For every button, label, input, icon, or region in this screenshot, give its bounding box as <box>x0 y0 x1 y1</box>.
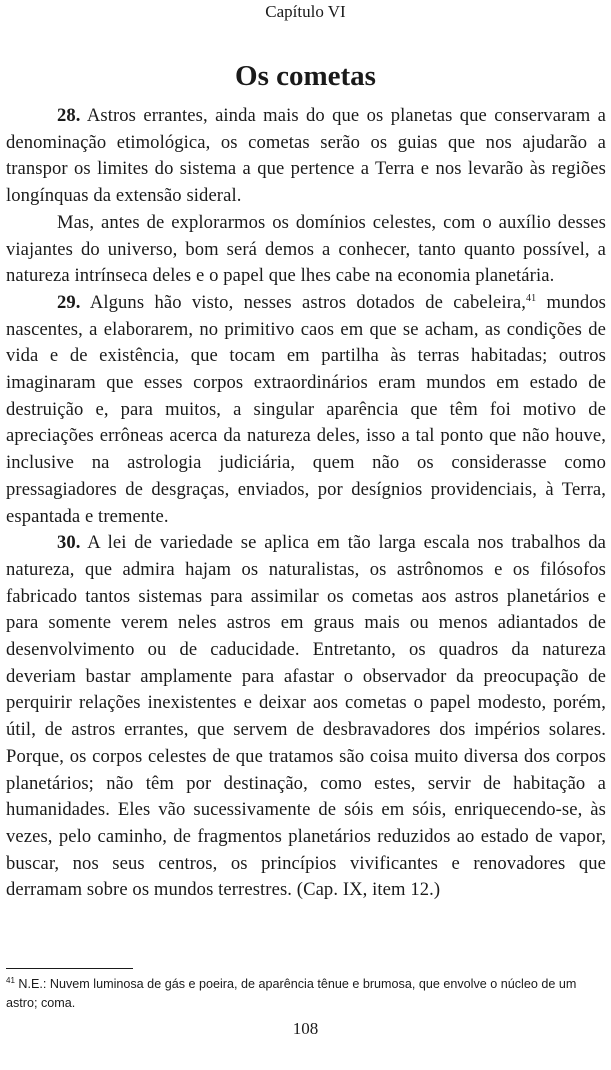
paragraph-30 <box>6 530 606 904</box>
paragraph-text: Mas, antes de explorarmos os domínios celestes, com o auxílio desses viajantes do universo, bom será demos a conhecer, tanto quanto possível, a natureza intrínseca deles e o papel que lhes cabe na economia planetária. <box>6 211 606 287</box>
running-head: Capítulo VI <box>265 2 346 21</box>
footnote-divider <box>6 968 133 969</box>
page-number: 108 <box>292 1019 319 1038</box>
footnote <box>6 975 606 1013</box>
paragraph-29 <box>6 290 606 530</box>
body-text <box>6 103 606 904</box>
footnote-marker: 41 <box>6 976 15 985</box>
paragraph-text: Alguns hão visto, nesses astros dotados de cabeleira, <box>80 291 526 313</box>
paragraph-text: Astros errantes, ainda mais do que os planetas que conservaram a denominação etimológica, os cometas serão os guias que nos ajudarão a transpor os limites do sistema a que pertence a Terra e nos levarão às regiões longínquas da extensão sideral. <box>6 105 606 207</box>
paragraph-number: 30. <box>57 532 81 554</box>
footnote-text: N.E.: Nuvem luminosa de gás e poeira, de aparência tênue e brumosa, que envolve o núcleo de um astro; coma. <box>6 977 577 1010</box>
paragraph-text: mundos nascentes, a elaborarem, no primitivo caos em que se acham, as condições de vida e de existência, que tocam em partilha às terras habitadas; outros imaginaram que esses corpos extraordinários eram mundos em estado de destruição e, para muitos, a singular aparência que têm foi motivo de apreciações errôneas acerca da natureza deles, isso a tal ponto que não houve, inclusive na astrologia judiciária, quem não os considerasse como pressagiadores de desgraças, enviados, por desígnios providenciais, à Terra, espantada e tremente. <box>6 291 606 527</box>
paragraph-number: 28. <box>57 105 81 126</box>
chapter-title: Os cometas <box>235 60 376 92</box>
paragraph-number: 29. <box>57 291 81 313</box>
paragraph-28-continued <box>6 210 606 290</box>
footnote-reference: 41 <box>526 292 537 304</box>
paragraph-28 <box>6 103 606 210</box>
paragraph-text: A lei de variedade se aplica em tão larga escala nos trabalhos da natureza, que admira hajam os naturalistas, os astrônomos e os filósofos fabricado tantos sistemas para assimilar os cometas aos astros planetários e para somente verem neles astros em graus mais ou menos adiantados de desenvolvimento ou de caducidade. Entretanto, os quadros da natureza deveriam bastar amplamente para afastar o observador da preocupação de perquirir relações inexistentes e deixar aos cometas o papel modesto, porém, útil, de astros errantes, que servem de desbravadores dos impérios solares. Porque, os corpos celestes de que tratamos são coisa muito diversa dos corpos planetários; não têm por destinação, como estes, servir de habitação a humanidades. Eles vão sucessivamente de sóis em sóis, enriquecendo-se, às vezes, pelo caminho, de fragmentos planetários reduzidos ao estado de vapor, buscar, nos seus centros, os princípios vivificantes e renovadores que derramam sobre os mundos terrestres. (Cap. IX, item 12.) <box>6 532 606 901</box>
